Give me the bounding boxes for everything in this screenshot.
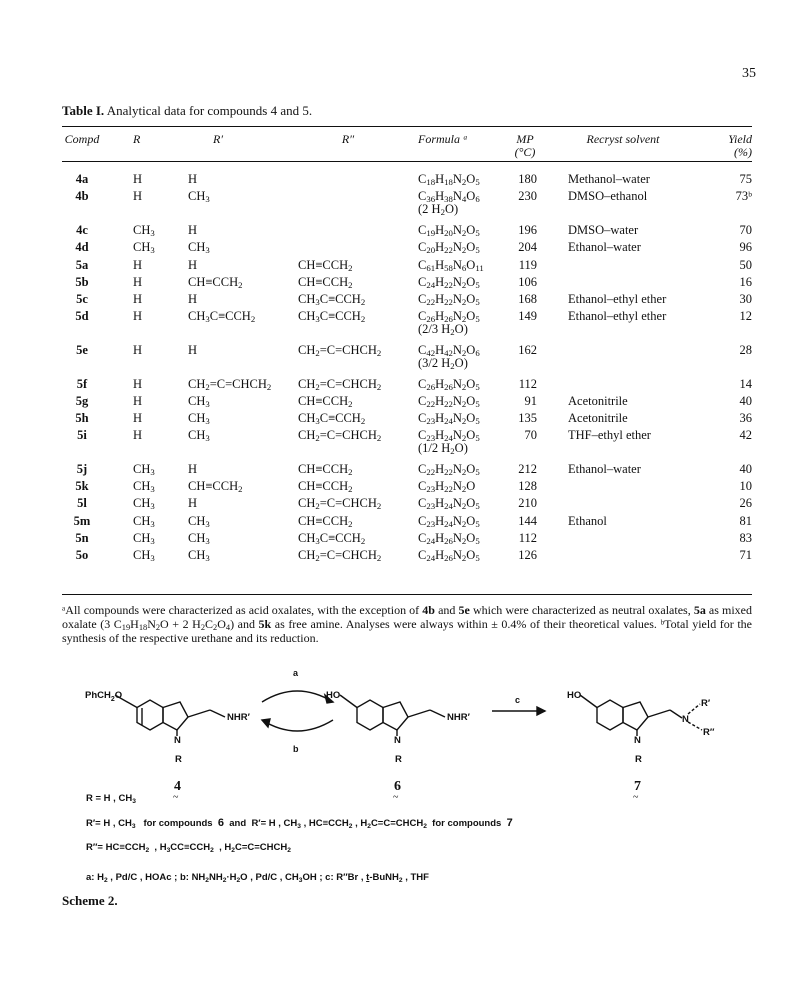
label-arrow-a: a bbox=[293, 668, 299, 678]
table-row-r: H bbox=[133, 172, 143, 186]
table-row-r2: $CH\equiv CCH_2$ bbox=[298, 514, 353, 529]
label-r-6: R bbox=[395, 754, 402, 765]
table-caption-label: Table I. bbox=[62, 103, 105, 118]
table-row-r: $CH_3$ bbox=[133, 223, 155, 238]
compound-number-6: 6 bbox=[394, 779, 401, 794]
table-row-solvent: Ethanol–ethyl ether bbox=[568, 309, 667, 323]
table-row-compd: 5g bbox=[75, 394, 89, 408]
table-row-yield: 26 bbox=[739, 496, 752, 510]
table-row-formula: $C_{26}H_{26}N_2O_5$ bbox=[418, 377, 480, 392]
table-row-formula: $C_{18}H_{18}N_2O_5$ bbox=[418, 172, 480, 187]
molecule-6 bbox=[340, 695, 445, 736]
table-row-yield: 16 bbox=[739, 275, 752, 289]
table-row-formula: $C_{42}H_{42}N_2O_6$ bbox=[418, 343, 480, 358]
scheme-reagents: a: $H_2$ , Pd/C , HOAc ; b: $NH_2NH_2\cdot H_2O$ , Pd/C , $CH_3OH$ ; c: R″Br , t-BuNH$_2$ , THF bbox=[86, 872, 429, 884]
table-row-mp: 144 bbox=[518, 514, 537, 528]
table-row-yield: 14 bbox=[739, 377, 752, 391]
table-row-r: $CH_3$ bbox=[133, 462, 155, 477]
table-row-yield: 70 bbox=[739, 223, 752, 237]
table-row-solvent: Ethanol–water bbox=[568, 240, 641, 254]
table-row-formula: $C_{23}H_{24}N_2O_5$ bbox=[418, 428, 480, 443]
table-row-formula: $C_{23}H_{24}N_2O_5$ bbox=[418, 514, 480, 529]
table-row-r: $CH_3$ bbox=[133, 479, 155, 494]
table-row-r: H bbox=[133, 343, 143, 357]
table-row-compd: 5d bbox=[75, 309, 89, 323]
table-row-r2: $CH\equiv CCH_2$ bbox=[298, 394, 353, 409]
table-row-r2: $CH_3C\equiv CCH_2$ bbox=[298, 411, 366, 426]
table-row-compd: 4b bbox=[75, 189, 89, 203]
label-nhr1-4: NHR′ bbox=[227, 712, 250, 723]
table-row-r1: $CH_2=C=CHCH_2$ bbox=[188, 377, 272, 392]
table-row-yield: 71 bbox=[739, 548, 752, 562]
table-row-r1: $CH_3$ bbox=[188, 394, 210, 409]
table-row-compd: 4a bbox=[75, 172, 89, 186]
table-row-r1: $CH_3$ bbox=[188, 514, 210, 529]
table-row-mp: 135 bbox=[518, 411, 537, 425]
table-row-formula: $C_{24}H_{26}N_2O_5$ bbox=[418, 548, 480, 563]
table-row-compd: 5e bbox=[76, 343, 88, 357]
table-row-yield: 83 bbox=[739, 531, 752, 545]
table-row-r1: $CH\equiv CCH_2$ bbox=[188, 275, 243, 290]
table-row-formula: $C_{26}H_{26}N_2O_5$ bbox=[418, 309, 480, 324]
table-row-r1: H bbox=[188, 496, 198, 510]
table-row-r: H bbox=[133, 428, 143, 442]
table-row-compd: 5m bbox=[73, 514, 91, 528]
table-row-r: H bbox=[133, 411, 143, 425]
table-row-yield: 10 bbox=[739, 479, 752, 493]
label-n-4: N bbox=[174, 735, 181, 746]
table-row-formula: $C_{22}H_{22}N_2O_5$ bbox=[418, 462, 480, 477]
table-caption bbox=[62, 103, 312, 119]
molecule-4 bbox=[115, 695, 225, 736]
header-yield: Yield bbox=[728, 132, 752, 146]
label-n-7: N bbox=[682, 714, 689, 725]
table-row-r: $CH_3$ bbox=[133, 240, 155, 255]
table-row-r1: $CH_3$ bbox=[188, 548, 210, 563]
table-header-rule bbox=[62, 161, 752, 162]
table-row-mp: 162 bbox=[518, 343, 537, 357]
table-row-r: $CH_3$ bbox=[133, 514, 155, 529]
label-r1-7: R′ bbox=[701, 698, 711, 709]
table-row-formula: $C_{24}H_{26}N_2O_5$ bbox=[418, 531, 480, 546]
table-row-r1: H bbox=[188, 258, 198, 272]
table-row-formula: $C_{61}H_{58}N_6O_{11}$ bbox=[418, 258, 484, 273]
label-phch2o: PhCH$_2$O bbox=[85, 690, 123, 703]
table-row-mp: 112 bbox=[518, 531, 537, 545]
table-row-r1: H bbox=[188, 223, 198, 237]
table-row-mp: 112 bbox=[518, 377, 537, 391]
header-r1: R′ bbox=[213, 132, 223, 146]
table-bottom-rule bbox=[62, 594, 752, 595]
table-row-r: H bbox=[133, 275, 143, 289]
table-row-compd: 5j bbox=[76, 462, 88, 476]
table-row-r2: $CH\equiv CCH_2$ bbox=[298, 275, 353, 290]
table-row-solvent: Ethanol–ethyl ether bbox=[568, 292, 667, 306]
table-row-mp: 210 bbox=[518, 496, 537, 510]
table-row-r2: $CH_2=C=CHCH_2$ bbox=[298, 428, 382, 443]
table-row-formula: $C_{23}H_{24}N_2O_5$ bbox=[418, 496, 480, 511]
table-row-solvent: THF–ethyl ether bbox=[568, 428, 651, 442]
table-row-mp: 106 bbox=[518, 275, 537, 289]
table-row-formula: $C_{23}H_{22}N_2O$ bbox=[418, 479, 476, 494]
table-row-r: H bbox=[133, 189, 143, 203]
table-row-r2: $CH\equiv CCH_2$ bbox=[298, 462, 353, 477]
table-row-compd: 4d bbox=[75, 240, 89, 254]
scheme-definition-r2: $R''= HC\equiv CCH_2$ , $H_3CC\equiv CCH_2$ , $H_2C=C=CHCH_2$ bbox=[86, 842, 291, 854]
table-row-mp: 230 bbox=[518, 189, 537, 203]
table-row-r1: H bbox=[188, 292, 198, 306]
table-row-yield: 75 bbox=[739, 172, 752, 186]
table-row-compd: 5i bbox=[77, 428, 87, 442]
table-row-formula: $C_{19}H_{20}N_2O_5$ bbox=[418, 223, 480, 238]
table-row-r: H bbox=[133, 292, 143, 306]
header-r2: R″ bbox=[341, 132, 355, 146]
label-r-7: R bbox=[635, 754, 642, 765]
table-row-solvent: Acetonitrile bbox=[568, 411, 628, 425]
table-row-mp: 70 bbox=[524, 428, 537, 442]
table-row-mp: 119 bbox=[518, 258, 537, 272]
scheme-caption: Scheme 2. bbox=[62, 893, 118, 908]
table-row-mp: 180 bbox=[518, 172, 537, 186]
table-row-mp: 196 bbox=[518, 223, 537, 237]
arrow-a bbox=[262, 691, 333, 702]
table-row-compd: 5o bbox=[75, 548, 89, 562]
table-row-formula: $C_{22}H_{22}N_2O_5$ bbox=[418, 292, 480, 307]
table-top-rule bbox=[62, 126, 752, 127]
table-row-yield: 28 bbox=[739, 343, 752, 357]
label-n-6: N bbox=[394, 735, 401, 746]
scheme-diagram bbox=[0, 640, 805, 900]
table-row-solvent: Acetonitrile bbox=[568, 394, 628, 408]
table-row-mp: 149 bbox=[518, 309, 537, 323]
table-row-r2: $CH_3C\equiv CCH_2$ bbox=[298, 292, 366, 307]
label-nhr1-6: NHR′ bbox=[447, 712, 470, 723]
table-row-formula: $C_{20}H_{22}N_2O_5$ bbox=[418, 240, 480, 255]
table-row-mp: 212 bbox=[518, 462, 537, 476]
header-mp: MP bbox=[516, 132, 534, 146]
header-mp-unit: (°C) bbox=[514, 145, 536, 159]
table-row-yield: 40 bbox=[739, 394, 752, 408]
table-row-r1: H bbox=[188, 172, 198, 186]
table-row-r: H bbox=[133, 309, 143, 323]
compound-number-4: 4 bbox=[174, 779, 181, 794]
table-row-compd: 5c bbox=[76, 292, 88, 306]
table-row-mp: 126 bbox=[518, 548, 537, 562]
table-row-mp: 204 bbox=[518, 240, 537, 254]
table-row-formula-hydrate: (2 $H_2O$) bbox=[418, 202, 459, 217]
scheme-definition-r1: R′= H , $CH_3$ for compounds 6 and R′= H , $CH_3$ , $HC\equiv CCH_2$ , $H_2C=C=CHCH_2$ for compounds 7 bbox=[86, 817, 513, 830]
table-row-r2: $CH\equiv CCH_2$ bbox=[298, 258, 353, 273]
table-row-r1: H bbox=[188, 462, 198, 476]
label-r-4: R bbox=[175, 754, 182, 765]
scheme-definition-r: R = H , $CH_3$ bbox=[86, 793, 136, 805]
table-row-formula: $C_{22}H_{22}N_2O_5$ bbox=[418, 394, 480, 409]
table-row-yield: 42 bbox=[739, 428, 752, 442]
svg-text:~: ~ bbox=[173, 792, 179, 803]
label-r2-7: R″ bbox=[703, 727, 715, 738]
table-row-r1: $CH_3$ bbox=[188, 189, 210, 204]
table-row-r: $CH_3$ bbox=[133, 496, 155, 511]
table-row-r2: $CH_3C\equiv CCH_2$ bbox=[298, 531, 366, 546]
table-row-yield: 12 bbox=[739, 309, 752, 323]
table-row-solvent: DMSO–water bbox=[568, 223, 639, 237]
compound-number-7: 7 bbox=[634, 779, 641, 794]
table-row-compd: 5f bbox=[76, 377, 88, 391]
table-row-r1: $CH_3$ bbox=[188, 240, 210, 255]
table-row-compd: 5k bbox=[75, 479, 89, 493]
table-row-r2: $CH\equiv CCH_2$ bbox=[298, 479, 353, 494]
table-row-yield: 30 bbox=[739, 292, 752, 306]
table-row-r: H bbox=[133, 394, 143, 408]
table-row-solvent: Ethanol–water bbox=[568, 462, 641, 476]
table-row-yield: 73ᵇ bbox=[735, 189, 752, 203]
label-n-ring-7: N bbox=[634, 735, 641, 746]
table-row-r2: $CH_2=C=CHCH_2$ bbox=[298, 548, 382, 563]
table-row-r1: $CH_3$ bbox=[188, 411, 210, 426]
table-footnote: ᵃAll compounds were characterized as acid oxalates, with the exception of 4b and 5e which were characterized as neutral oxalates, 5a as mixed oxalate (3 $C_{19}H_{18}N_2O + 2$ $H_2C_2O_4$) and 5k as free amine. Analyses were always within ± 0.4% of their theoretical values. ᵇTotal yield for the synthesis of the respective urethane and its reduction. bbox=[62, 603, 753, 645]
table-row-compd: 4c bbox=[76, 223, 88, 237]
table-row-solvent: Ethanol bbox=[568, 514, 607, 528]
table-row-r1: $CH_3C\equiv CCH_2$ bbox=[188, 309, 256, 324]
table-row-yield: 96 bbox=[739, 240, 752, 254]
table-row-r2: $CH_2=C=CHCH_2$ bbox=[298, 343, 382, 358]
table-row-r2: $CH_3C\equiv CCH_2$ bbox=[298, 309, 366, 324]
table-row-r1: $CH_3$ bbox=[188, 428, 210, 443]
table-row-yield: 40 bbox=[739, 462, 752, 476]
table-row-compd: 5h bbox=[75, 411, 89, 425]
table-row-yield: 81 bbox=[739, 514, 752, 528]
label-ho-7: HO bbox=[567, 690, 582, 701]
svg-text:~: ~ bbox=[393, 792, 399, 803]
table-caption-text: Analytical data for compounds 4 and 5. bbox=[106, 103, 313, 118]
table-row-formula: $C_{36}H_{38}N_4O_6$ bbox=[418, 189, 480, 204]
table-row-mp: 168 bbox=[518, 292, 537, 306]
label-arrow-c: c bbox=[515, 695, 521, 705]
header-yield-unit: (%) bbox=[734, 145, 752, 159]
label-ho-6: HO bbox=[326, 690, 341, 701]
table-row-mp: 91 bbox=[524, 394, 537, 408]
table-row-r1: $CH_3$ bbox=[188, 531, 210, 546]
table-row-r: H bbox=[133, 258, 143, 272]
arrow-b bbox=[262, 720, 333, 731]
table-row-compd: 5l bbox=[77, 496, 87, 510]
table-row-r: $CH_3$ bbox=[133, 548, 155, 563]
table-row-solvent: Methanol–water bbox=[568, 172, 650, 186]
table-row-yield: 50 bbox=[739, 258, 752, 272]
table-row-compd: 5b bbox=[75, 275, 89, 289]
table-row-r1: H bbox=[188, 343, 198, 357]
table-row-formula-hydrate: (3/2 $H_2O$) bbox=[418, 356, 468, 371]
table-row-r: H bbox=[133, 377, 143, 391]
table-row-compd: 5a bbox=[75, 258, 89, 272]
label-arrow-b: b bbox=[293, 744, 299, 754]
table-row-r: $CH_3$ bbox=[133, 531, 155, 546]
svg-text:~: ~ bbox=[633, 792, 639, 803]
table-row-formula-hydrate: (2/3 $H_2O$) bbox=[418, 322, 468, 337]
table-row-formula: $C_{24}H_{22}N_2O_5$ bbox=[418, 275, 480, 290]
header-compd: Compd bbox=[64, 132, 100, 146]
table-row-r2: $CH_2=C=CHCH_2$ bbox=[298, 377, 382, 392]
header-r: R bbox=[133, 132, 141, 146]
table-row-yield: 36 bbox=[739, 411, 752, 425]
table-row-solvent: DMSO–ethanol bbox=[568, 189, 648, 203]
header-formula: Formula ᵃ bbox=[418, 132, 468, 146]
table-row-formula: $C_{23}H_{24}N_2O_5$ bbox=[418, 411, 480, 426]
table-row-mp: 128 bbox=[518, 479, 537, 493]
table-row-formula-hydrate: (1/2 $H_2O$) bbox=[418, 441, 468, 456]
header-solvent: Recryst solvent bbox=[586, 132, 660, 146]
page-number: 35 bbox=[742, 66, 756, 81]
table-row-r2: $CH_2=C=CHCH_2$ bbox=[298, 496, 382, 511]
table-row-compd: 5n bbox=[75, 531, 89, 545]
table-row-r1: $CH\equiv CCH_2$ bbox=[188, 479, 243, 494]
